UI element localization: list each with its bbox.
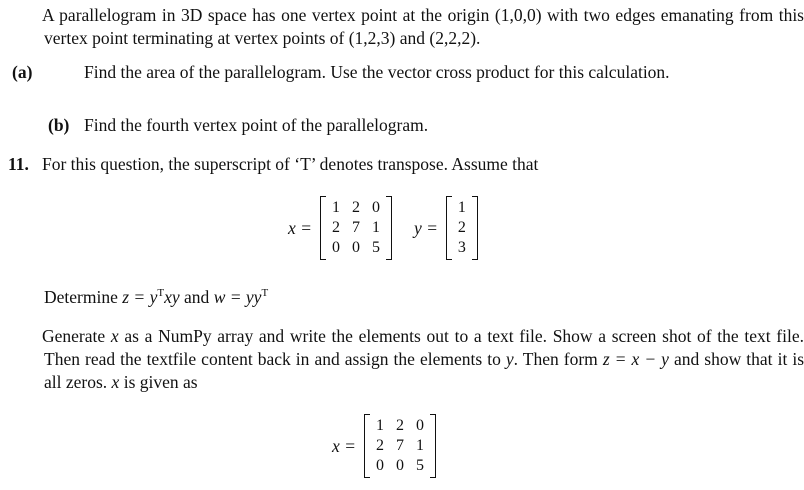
matrix-cell: 0 bbox=[375, 457, 384, 474]
matrix-row bbox=[370, 436, 430, 456]
matrix-cell: 1 bbox=[375, 417, 384, 434]
question-10 bbox=[8, 4, 804, 50]
determine-text: Determine bbox=[44, 287, 118, 307]
matrix-cell: 5 bbox=[371, 239, 380, 256]
matrix-row bbox=[452, 198, 472, 218]
x-matrix bbox=[320, 196, 392, 260]
matrix-cell: 2 bbox=[375, 437, 384, 454]
question-text: A parallelogram in 3D space has one vertex point at the origin (1,0,0) with two edges emanating from this vertex point terminating at vertex points of (1,2,3) and (2,2,2). bbox=[42, 5, 804, 48]
question-11 bbox=[8, 153, 768, 176]
matrix-cell: 1 bbox=[331, 199, 340, 216]
part-label: (b) bbox=[48, 115, 70, 135]
matrix-row bbox=[452, 238, 472, 258]
matrix-cell: 5 bbox=[415, 457, 424, 474]
question-10-part-a bbox=[12, 61, 784, 84]
and-text: and bbox=[184, 287, 210, 307]
matrix-cell: 3 bbox=[457, 239, 466, 256]
matrix-cell: 2 bbox=[395, 417, 404, 434]
matrix-row bbox=[326, 198, 386, 218]
z-expression: $z = y^Txy$ bbox=[122, 287, 180, 307]
x-label: x = bbox=[288, 217, 312, 238]
x-label: x = bbox=[332, 435, 356, 456]
question-number: 11. bbox=[8, 154, 29, 174]
matrix-equation-12 bbox=[332, 414, 436, 478]
w-expression: $w = yy^T$ bbox=[213, 287, 269, 307]
matrix-cell: 7 bbox=[351, 219, 360, 236]
matrix-cell: 7 bbox=[395, 437, 404, 454]
part-label: (a) bbox=[12, 62, 33, 82]
question-number bbox=[8, 325, 42, 348]
part-text: Find the fourth vertex point of the parallelogram. bbox=[84, 115, 429, 135]
matrix-cell: 0 bbox=[351, 239, 360, 256]
matrix-cell: 1 bbox=[457, 199, 466, 216]
matrix-equations bbox=[288, 196, 478, 260]
matrix-cell: 2 bbox=[457, 219, 466, 236]
matrix-cell: 0 bbox=[415, 417, 424, 434]
question-number bbox=[8, 4, 42, 27]
matrix-row bbox=[370, 416, 430, 436]
matrix-cell: 0 bbox=[371, 199, 380, 216]
matrix-row bbox=[370, 456, 430, 476]
matrix-cell: 2 bbox=[331, 219, 340, 236]
matrix-row bbox=[326, 218, 386, 238]
question-10-part-b bbox=[48, 114, 748, 137]
matrix-row bbox=[452, 218, 472, 238]
matrix-cell: 1 bbox=[415, 437, 424, 454]
question-12: Generate x as a NumPy array and write the elements out to a text file. Show a screen shot of the text file. Then read the textfile content back in and assign the elements to y. Then form z = x − y and show that it is all zeros. x is given as bbox=[8, 325, 804, 394]
part-text: Find the area of the parallelogram. Use the vector cross product for this calculation. bbox=[84, 62, 670, 82]
matrix-cell: 0 bbox=[395, 457, 404, 474]
matrix-cell: 0 bbox=[331, 239, 340, 256]
matrix-row bbox=[326, 238, 386, 258]
question-text: For this question, the superscript of ‘T’ denotes transpose. Assume that bbox=[42, 154, 539, 174]
determine-line bbox=[44, 286, 804, 309]
y-label: y = bbox=[413, 217, 438, 238]
x-matrix bbox=[364, 414, 436, 478]
matrix-cell: 1 bbox=[371, 219, 380, 236]
y-vector bbox=[446, 196, 478, 260]
matrix-cell: 2 bbox=[351, 199, 360, 216]
